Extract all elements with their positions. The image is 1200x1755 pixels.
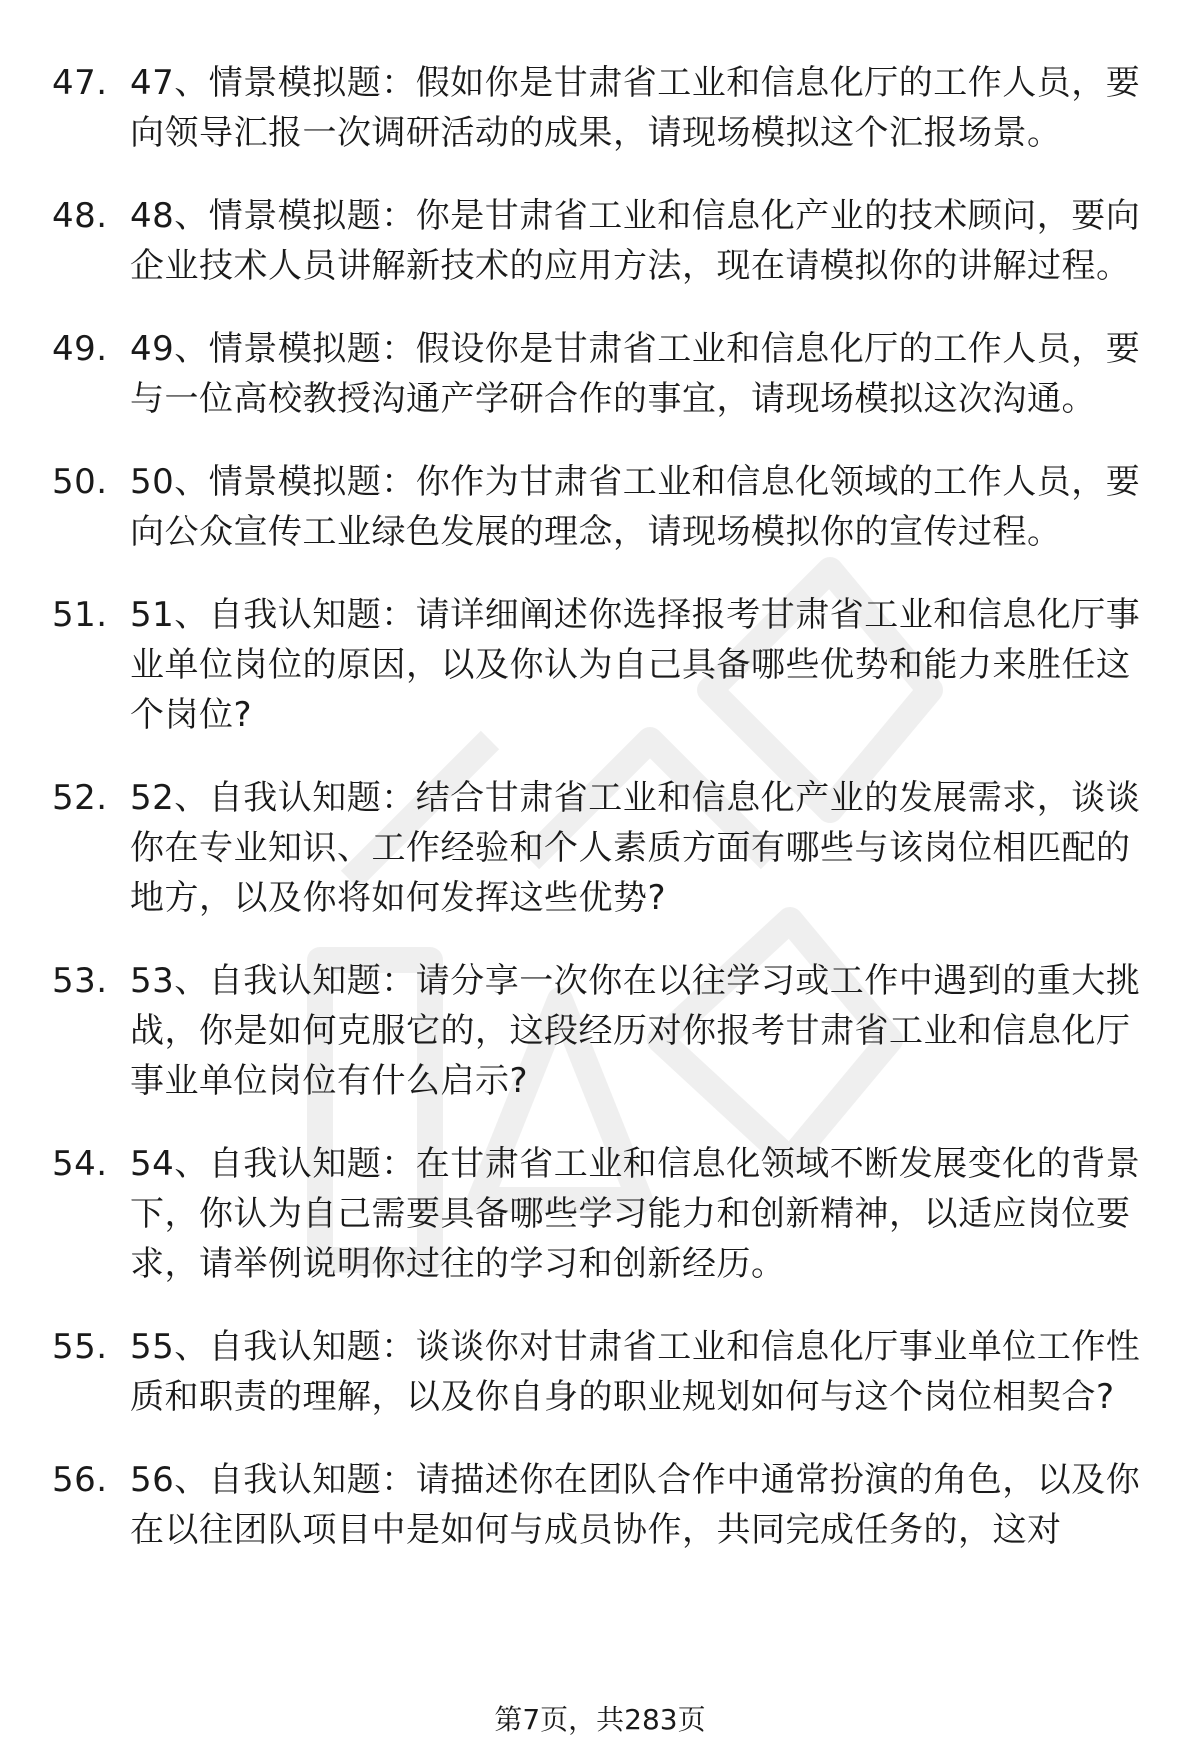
- question-item: [52, 324, 1152, 424]
- page-footer: 第7页，共283页: [494, 1703, 706, 1736]
- question-number: 56.: [52, 1460, 108, 1500]
- question-text: 49、情景模拟题：假设你是甘肃省工业和信息化厅的工作人员，要与一位高校教授沟通产学研合作的事宜，请现场模拟这次沟通。: [130, 329, 1141, 419]
- question-number: 47.: [52, 63, 108, 103]
- question-item: [52, 773, 1152, 923]
- question-item: [52, 58, 1152, 158]
- question-number: 50.: [52, 462, 108, 502]
- question-text: 54、自我认知题：在甘肃省工业和信息化领域不断发展变化的背景下，你认为自己需要具备哪些学习能力和创新精神，以适应岗位要求，请举例说明你过往的学习和创新经历。: [130, 1144, 1141, 1284]
- question-item: [52, 590, 1152, 740]
- question-text: 52、自我认知题：结合甘肃省工业和信息化产业的发展需求，谈谈你在专业知识、工作经验和个人素质方面有哪些与该岗位相匹配的地方，以及你将如何发挥这些优势?: [130, 778, 1141, 918]
- question-text: 50、情景模拟题：你作为甘肃省工业和信息化领域的工作人员，要向公众宣传工业绿色发展的理念，请现场模拟你的宣传过程。: [130, 462, 1141, 552]
- question-number: 53.: [52, 961, 108, 1001]
- question-number: 48.: [52, 196, 108, 236]
- question-item: [52, 1322, 1152, 1422]
- question-text: 53、自我认知题：请分享一次你在以往学习或工作中遇到的重大挑战，你是如何克服它的，这段经历对你报考甘肃省工业和信息化厅事业单位岗位有什么启示?: [130, 961, 1141, 1101]
- question-number: 51.: [52, 595, 108, 635]
- question-item: [52, 1139, 1152, 1289]
- question-item: [52, 191, 1152, 291]
- question-number: 52.: [52, 778, 108, 818]
- question-number: 55.: [52, 1327, 108, 1367]
- question-text: 55、自我认知题：谈谈你对甘肃省工业和信息化厅事业单位工作性质和职责的理解，以及你自身的职业规划如何与这个岗位相契合?: [130, 1327, 1141, 1417]
- question-number: 49.: [52, 329, 108, 369]
- question-text: 56、自我认知题：请描述你在团队合作中通常扮演的角色，以及你在以往团队项目中是如何与成员协作，共同完成任务的，这对: [130, 1460, 1141, 1550]
- question-text: 48、情景模拟题：你是甘肃省工业和信息化产业的技术顾问，要向企业技术人员讲解新技术的应用方法，现在请模拟你的讲解过程。: [130, 196, 1141, 286]
- question-item: [52, 956, 1152, 1106]
- question-item: [52, 457, 1152, 557]
- question-text: 51、自我认知题：请详细阐述你选择报考甘肃省工业和信息化厅事业单位岗位的原因，以及你认为自己具备哪些优势和能力来胜任这个岗位?: [130, 595, 1141, 735]
- question-list: [52, 58, 1152, 1588]
- question-text: 47、情景模拟题：假如你是甘肃省工业和信息化厅的工作人员，要向领导汇报一次调研活动的成果，请现场模拟这个汇报场景。: [130, 63, 1141, 153]
- question-number: 54.: [52, 1144, 108, 1184]
- question-item: [52, 1455, 1152, 1555]
